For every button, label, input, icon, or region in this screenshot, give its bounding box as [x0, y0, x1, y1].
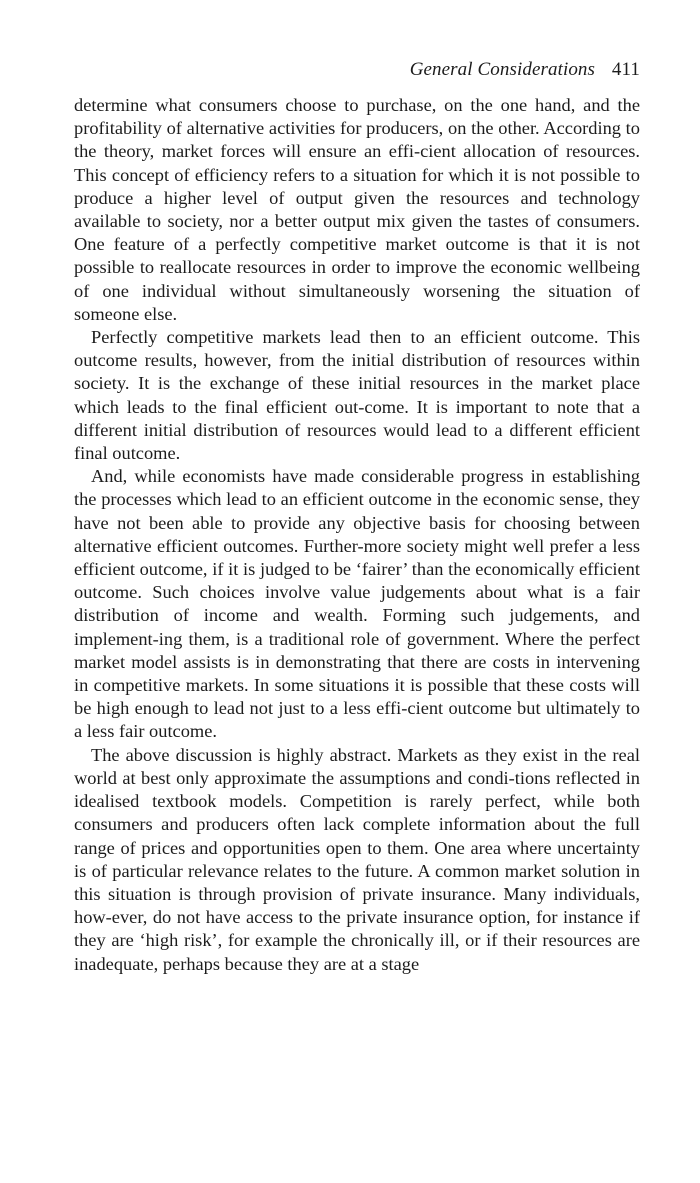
running-head-title: General Considerations: [409, 59, 596, 80]
page-number: 411: [611, 59, 640, 80]
paragraph-continued: determine what consumers choose to purchase, on the one hand, and the profitability of alternative activities for producers, on the other. According to the theory, market forces will ensure an effi-cient allocation of resources. This concept of efficiency refers to a situation for which it is not possible to produce a higher level of output given the resources and technology available to society, nor a better output mix given the tastes of consumers. One feature of a perfectly competitive market outcome is that it is not possible to reallocate resources in order to improve the economic wellbeing of one individual without simultaneously worsening the situation of someone else.: [74, 95, 640, 324]
running-head: [74, 58, 640, 82]
paragraph: The above discussion is highly abstract. Markets as they exist in the real world at best only approximate the assumptions and condi-tions reflected in idealised textbook models. Competition is rarely perfect, while both consumers and producers often lack complete information about the full range of prices and opportunities open to them. One area where uncertainty is of particular relevance relates to the future. A common market solution in this situation is through provision of private insurance. Many individuals, how-ever, do not have access to the private insurance option, for instance if they are ‘high risk’, for example the chronically ill, or if their resources are inadequate, perhaps because they are at a stage: [74, 744, 640, 974]
book-page: [74, 58, 640, 976]
paragraph: And, while economists have made considerable progress in establishing the processes which lead to an efficient outcome in the economic sense, they have not been able to provide any objective basis for choosing between alternative efficient outcomes. Further-more society might well prefer a less efficient outcome, if it is judged to be ‘fairer’ than the economically efficient outcome. Such choices involve value judgements about what is a fair distribution of income and wealth. Forming such judgements, and implement-ing them, is a traditional role of government. Where the perfect market model assists is in demonstrating that there are costs in intervening in competitive markets. In some situations it is possible that these costs will be high enough to lead not just to a less effi-cient outcome but ultimately to a less fair outcome.: [74, 466, 640, 742]
paragraph: Perfectly competitive markets lead then to an efficient outcome. This outcome results, however, from the initial distribution of resources within society. It is the exchange of these initial resources in the market place which leads to the final efficient out-come. It is important to note that a different initial distribution of resources would lead to a different efficient final outcome.: [74, 327, 640, 464]
body-text: [74, 94, 640, 976]
